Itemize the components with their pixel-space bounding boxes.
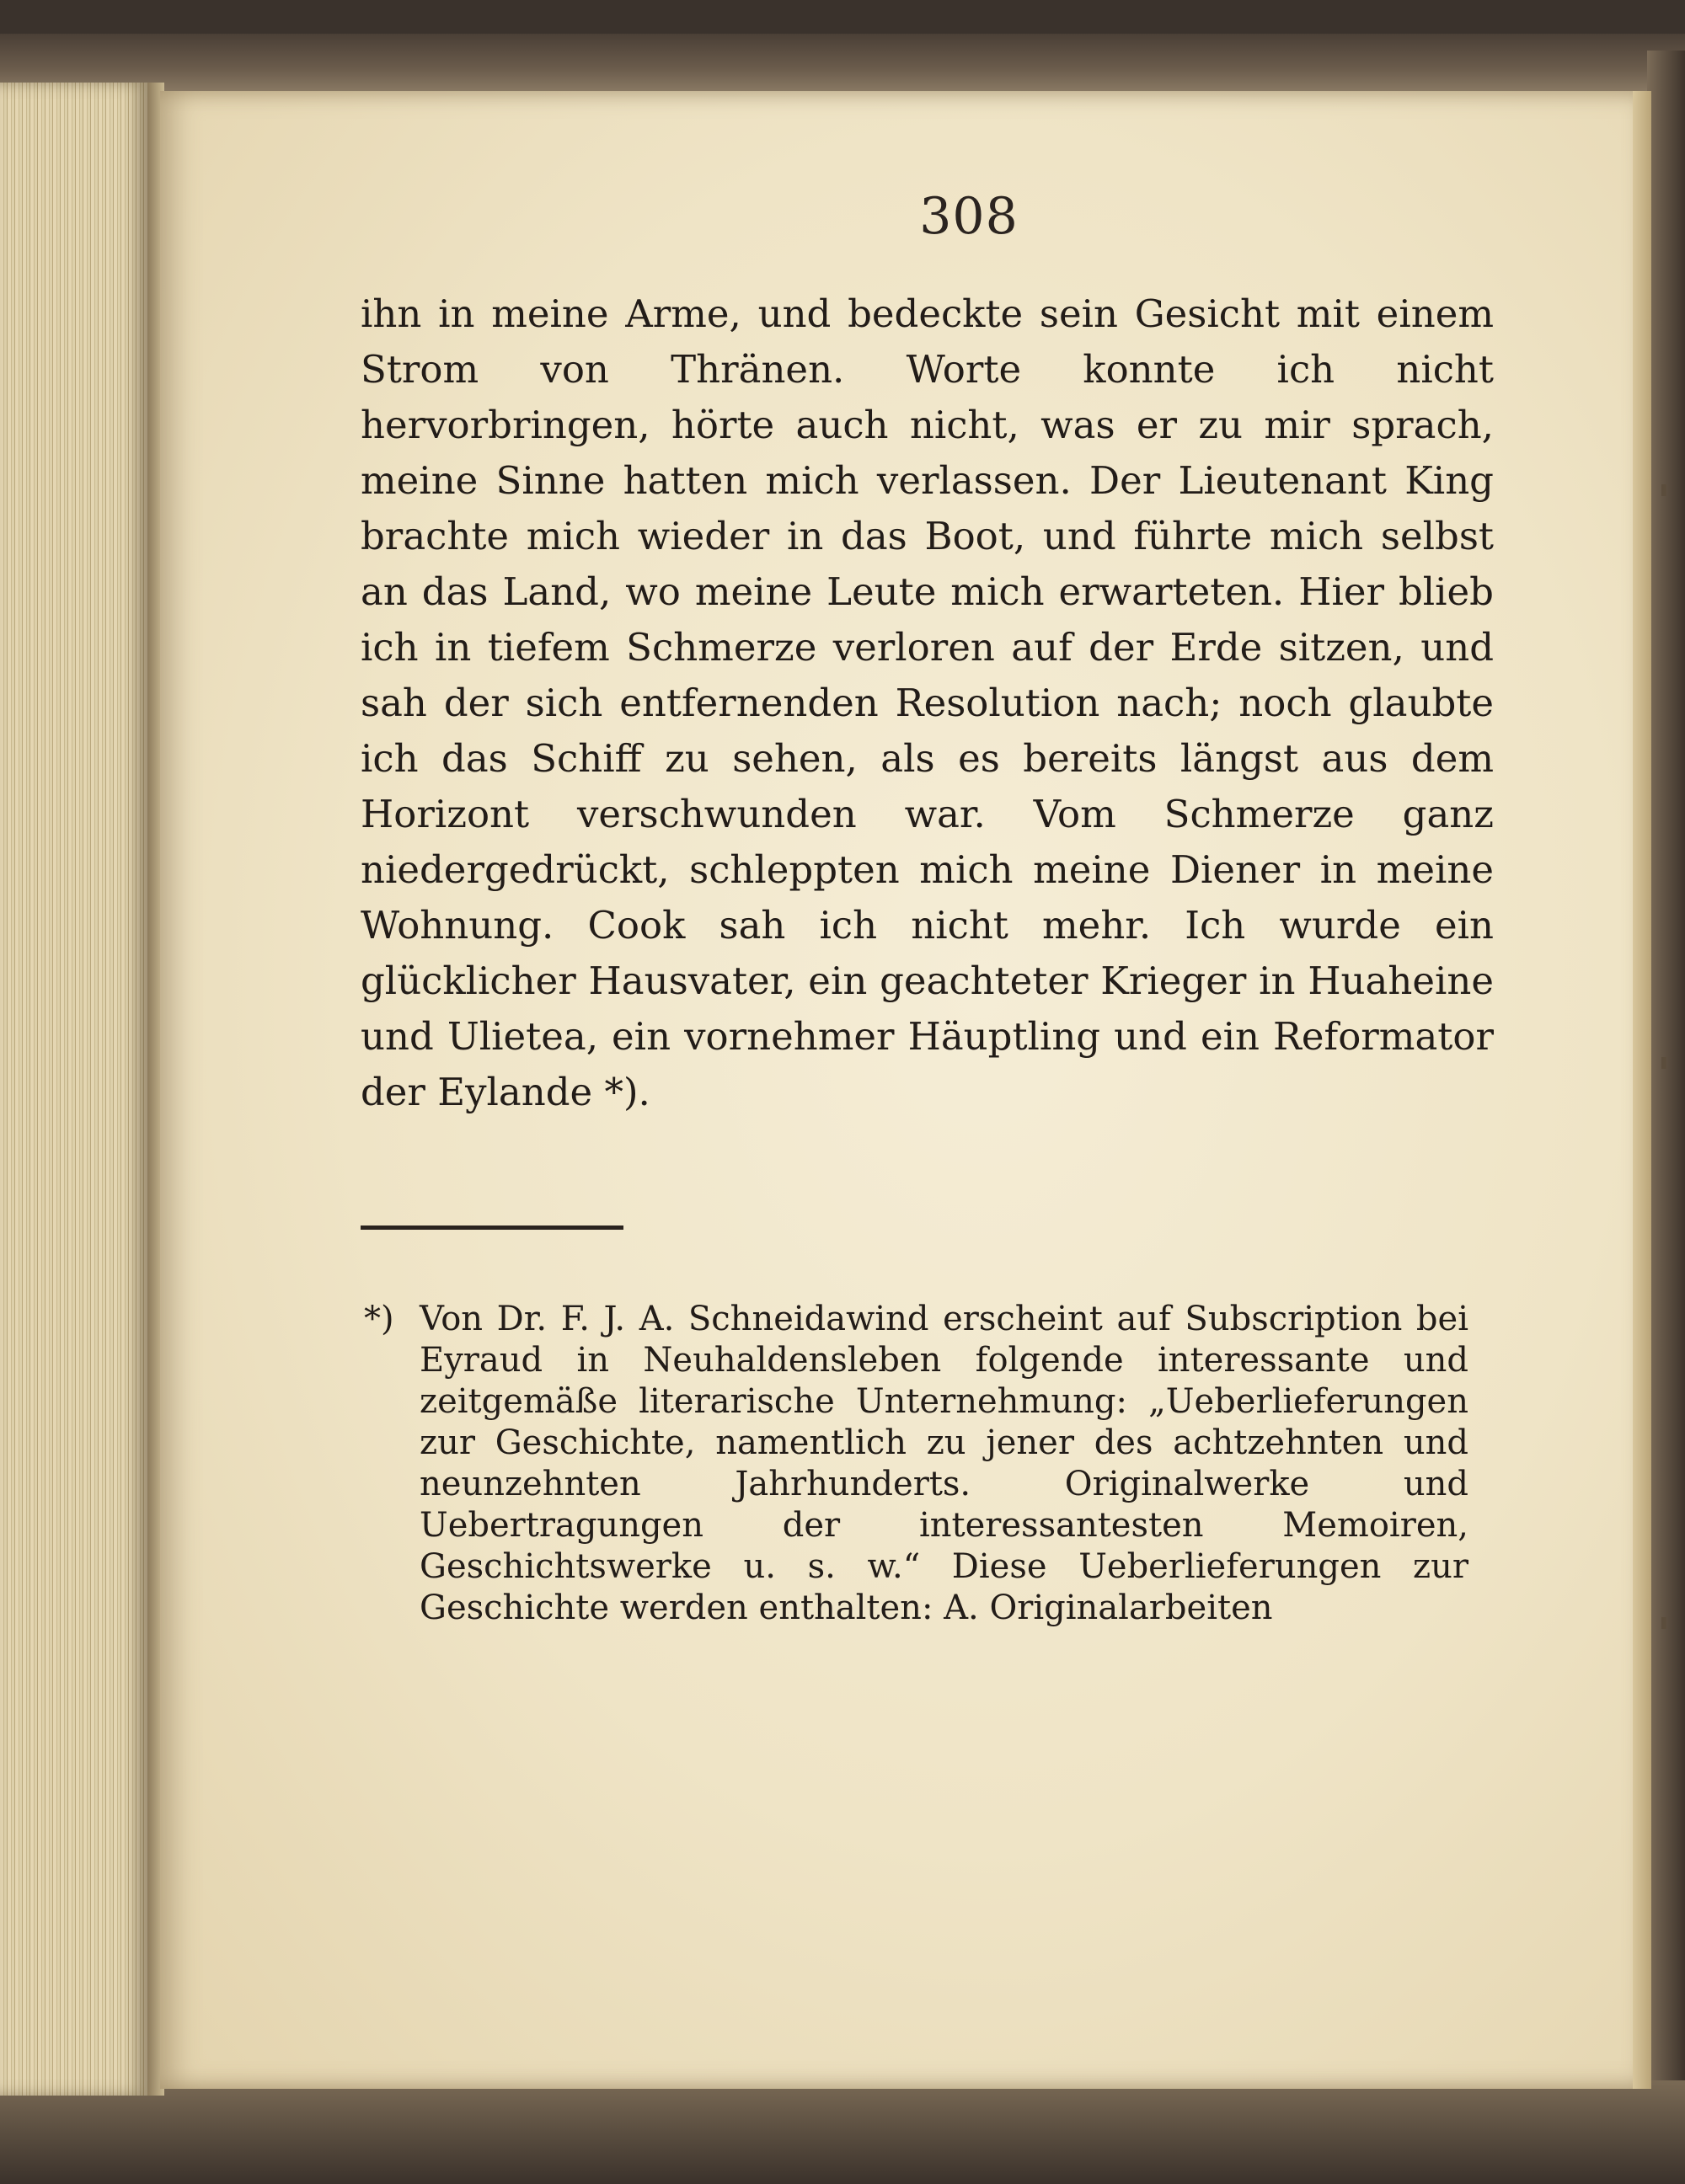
page-edges: [0, 83, 147, 2096]
footnote-mark: *): [364, 1300, 394, 1338]
footnote: [364, 1299, 1468, 1629]
book-cover-top: [0, 34, 1685, 93]
page-right-edge: [1633, 91, 1651, 2089]
edge-mark: [1661, 1617, 1666, 1629]
footnote-rule: [361, 1225, 623, 1230]
main-text: ihn in meine Arme, und bedeckte sein Gesicht mit einem Strom von Thränen. Worte konnte ich nicht hervorbringen, hörte auch nicht, was er zu mir sprach, meine Sinne hatten mich verlassen. Der Lieutenant King brachte mich wieder in das Boot, und führte mich selbst an das Land, wo meine Leute mich erwarteten. Hier blieb ich in tiefem Schmerze verloren auf der Erde sitzen, und sah der sich entfernenden Resolution nach; noch glaubte ich das Schiff zu sehen, als es bereits längst aus dem Horizont verschwunden war. Vom Schmerze ganz niedergedrückt, schleppten mich meine Diener in meine Wohnung. Cook sah ich nicht mehr. Ich wurde ein glücklicher Hausvater, ein geachteter Krieger in Huaheine und Ulietea, ein vornehmer Häuptling und ein Reformator der Eylande *).: [361, 291, 1494, 1114]
edge-mark: [1661, 484, 1666, 496]
footnote-text: Von Dr. F. J. A. Schneidawind erscheint auf Subscription bei Eyraud in Neuhaldensleben folgende interessante und zeitgemäße literarische Unternehmung: „Ueberlieferungen zur Geschichte, namentlich zu jener des achtzehnten und neunzehnten Jahrhunderts. Originalwerke und Uebertragungen der interessantesten Memoiren, Geschichtswerke u. s. w.“ Diese Ueberlieferungen zur Geschichte werden enthalten: A. Originalarbeiten: [420, 1300, 1468, 1627]
page-number: 308: [919, 187, 1019, 246]
book-cover-bottom: [0, 2080, 1685, 2184]
book-cover-right: [1647, 51, 1685, 2106]
edge-mark: [1661, 1057, 1666, 1069]
